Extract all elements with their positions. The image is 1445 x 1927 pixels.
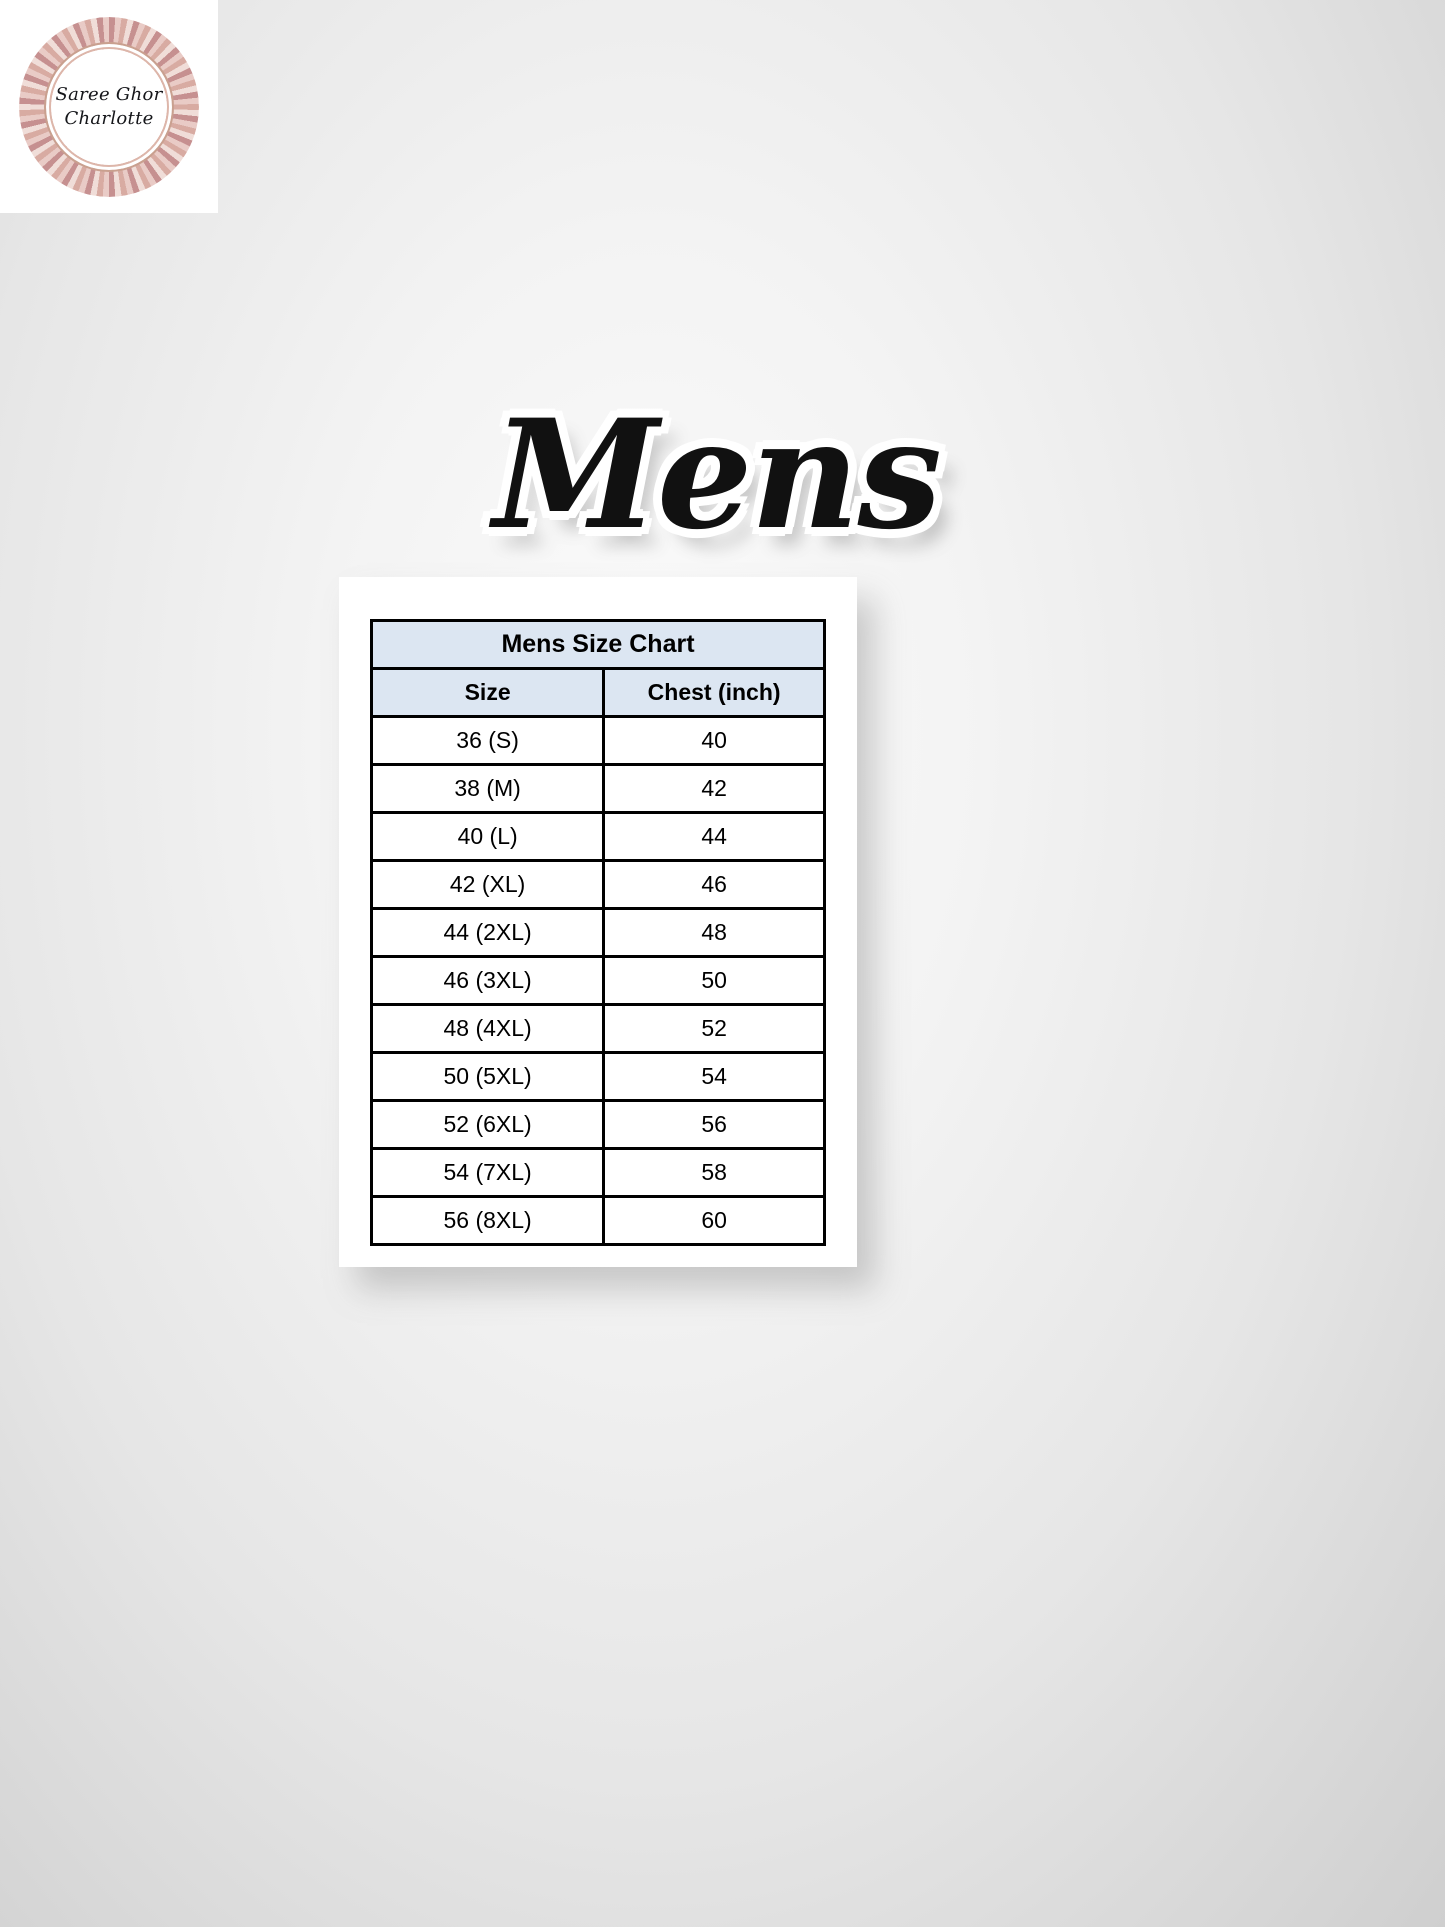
size-chart-card — [339, 577, 857, 1267]
cell-chest: 48 — [605, 910, 826, 958]
cell-chest: 46 — [605, 862, 826, 910]
table-row — [370, 910, 826, 958]
cell-size: 36 (S) — [370, 718, 605, 766]
table-title-row — [370, 619, 826, 670]
cell-size: 40 (L) — [370, 814, 605, 862]
cell-size: 48 (4XL) — [370, 1006, 605, 1054]
size-chart-body — [370, 619, 826, 1246]
table-row — [370, 1150, 826, 1198]
cell-chest: 58 — [605, 1150, 826, 1198]
cell-chest: 42 — [605, 766, 826, 814]
table-row — [370, 1102, 826, 1150]
table-row — [370, 1198, 826, 1246]
logo-text-line1: Saree Ghor — [55, 83, 163, 105]
cell-chest: 44 — [605, 814, 826, 862]
table-row — [370, 814, 826, 862]
cell-chest: 50 — [605, 958, 826, 1006]
cell-size: 56 (8XL) — [370, 1198, 605, 1246]
table-row — [370, 862, 826, 910]
cell-chest: 60 — [605, 1198, 826, 1246]
cell-chest: 40 — [605, 718, 826, 766]
logo-text-line2: Charlotte — [64, 107, 154, 129]
headline-container — [0, 387, 1445, 563]
cell-size: 52 (6XL) — [370, 1102, 605, 1150]
cell-chest: 52 — [605, 1006, 826, 1054]
cell-size: 54 (7XL) — [370, 1150, 605, 1198]
column-header-chest: Chest (inch) — [605, 670, 826, 718]
table-row — [370, 958, 826, 1006]
table-row — [370, 1006, 826, 1054]
table-row — [370, 718, 826, 766]
logo-text — [34, 83, 184, 131]
cell-chest: 56 — [605, 1102, 826, 1150]
column-header-size: Size — [370, 670, 605, 718]
table-row — [370, 766, 826, 814]
cell-size: 44 (2XL) — [370, 910, 605, 958]
brand-logo — [0, 0, 218, 213]
page-title: Mens — [493, 387, 940, 563]
table-header-row — [370, 670, 826, 718]
table-title: Mens Size Chart — [370, 619, 826, 670]
table-row — [370, 1054, 826, 1102]
mens-size-chart-table — [370, 619, 826, 1246]
cell-size: 50 (5XL) — [370, 1054, 605, 1102]
cell-size: 46 (3XL) — [370, 958, 605, 1006]
cell-size: 42 (XL) — [370, 862, 605, 910]
cell-chest: 54 — [605, 1054, 826, 1102]
cell-size: 38 (M) — [370, 766, 605, 814]
